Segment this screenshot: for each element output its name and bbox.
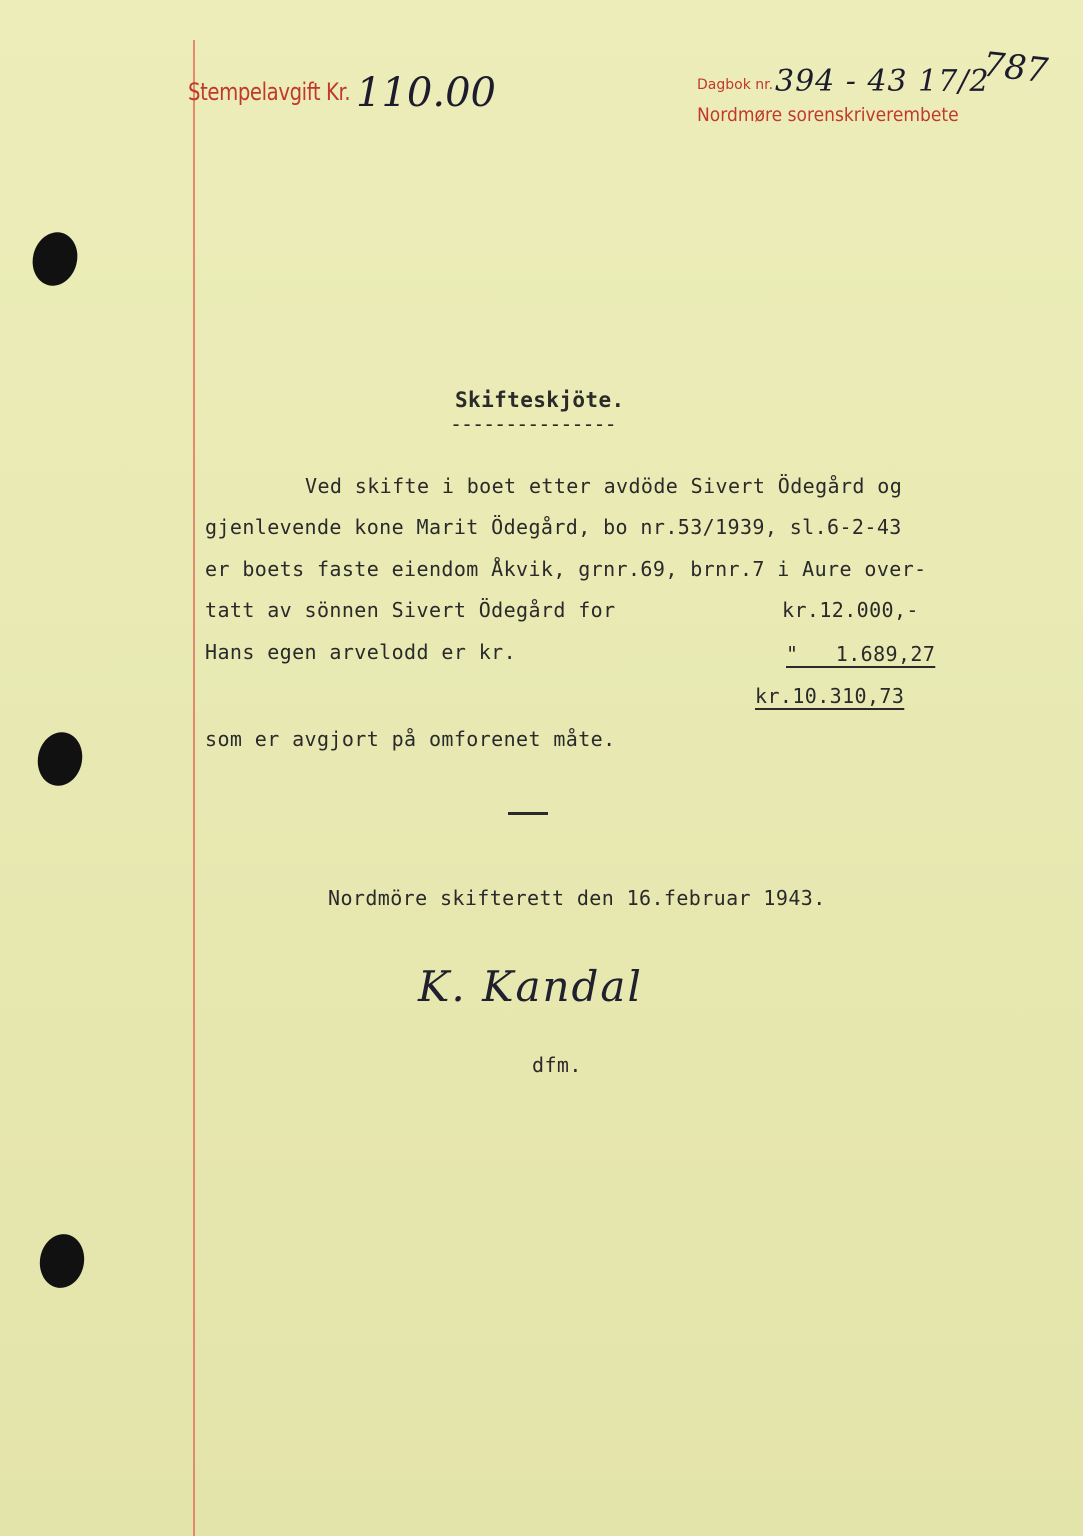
fee-stamp-label: Stempelavgift Kr.: [188, 78, 351, 106]
section-divider: [508, 812, 548, 815]
closing-line: som er avgjort på omforenet måte.: [205, 727, 616, 751]
dagbok-number-handwritten: 394 - 43 17/2: [775, 64, 990, 99]
body-line: Ved skifte i boet etter avdöde Sivert Ödegård og: [305, 474, 903, 498]
amount-total: kr.10.310,73: [755, 684, 905, 708]
place-date: Nordmöre skifterett den 16.februar 1943.: [328, 886, 826, 910]
margin-line: [193, 40, 195, 1536]
punch-hole: [33, 728, 87, 790]
handwritten-signature: K. Kandal: [418, 962, 643, 1011]
page-number-handwritten: 787: [981, 44, 1050, 92]
body-line: gjenlevende kone Marit Ödegård, bo nr.53/1939, sl.6-2-43: [205, 515, 902, 539]
fee-amount-handwritten: 110.00: [356, 70, 496, 116]
signer-title: dfm.: [532, 1053, 582, 1077]
amount-inheritance: " 1.689,27: [786, 642, 936, 666]
office-stamp: Nordmøre sorenskriverembete: [697, 104, 959, 126]
body-line: tatt av sönnen Sivert Ödegård for: [205, 598, 616, 622]
punch-hole: [36, 1231, 89, 1292]
document-title: Skifteskjöte.: [455, 388, 625, 412]
body-line: er boets faste eiendom Åkvik, grnr.69, brnr.7 i Aure over-: [205, 557, 927, 581]
dagbok-label: Dagbok nr.: [697, 77, 774, 93]
punch-hole: [27, 227, 83, 291]
body-line: Hans egen arvelodd er kr.: [205, 640, 517, 664]
title-underline: ---------------: [450, 412, 616, 436]
amount-property: kr.12.000,-: [782, 598, 919, 622]
